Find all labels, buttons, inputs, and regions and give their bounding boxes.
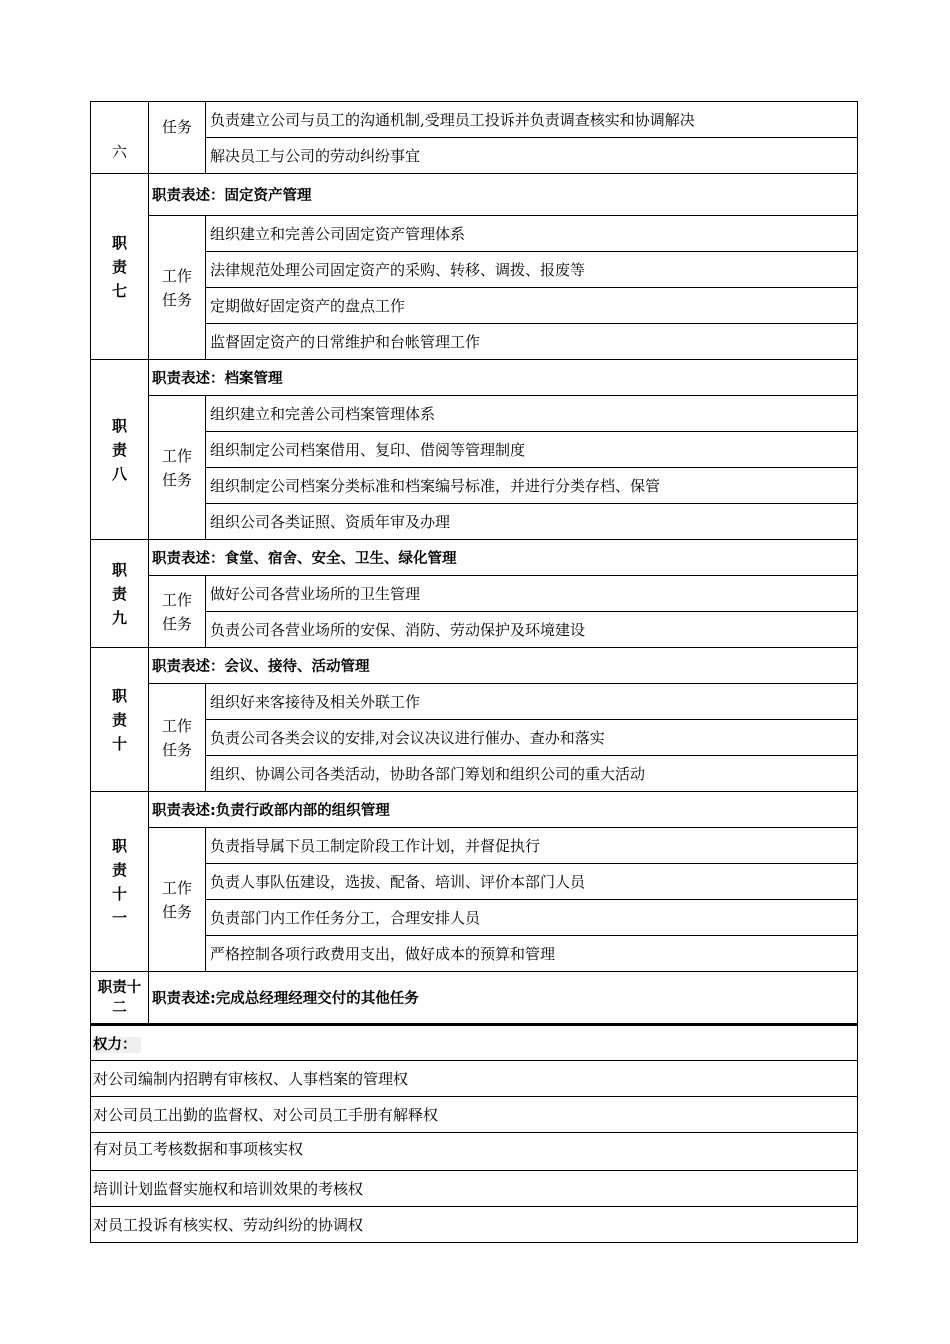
power-row [91,1171,858,1207]
duty7-task-3: 定期做好固定资产的盘点工作 [206,288,858,324]
duty11-task-2: 负责人事队伍建设，选拔、配备、培训、评价本部门人员 [206,864,858,900]
duty7-task-row [91,252,858,288]
duty10-task-row [91,720,858,756]
duty6-task-row [91,138,858,174]
duty9-task-row [91,576,858,612]
duty7-sub-label: 工作 任务 [149,216,206,360]
duty8-task-row [91,468,858,504]
duty11-label: 职 责 十 一 [91,792,149,972]
duty11-desc: 职责表述:负责行政部内部的组织管理 [149,792,858,828]
duty11-task-1: 负责指导属下员工制定阶段工作计划，并督促执行 [206,828,858,864]
duty8-task-2: 组织制定公司档案借用、复印、借阅等管理制度 [206,432,858,468]
powers-heading: 权力： [91,1025,858,1061]
power-row [91,1133,858,1171]
power-item-2: 对公司员工出勤的监督权、对公司员工手册有解释权 [91,1097,858,1133]
duty9-label: 职 责 九 [91,540,149,648]
duty7-desc-row [91,174,858,216]
duty7-task-row [91,288,858,324]
duty11-task-row [91,900,858,936]
duty10-task-2: 负责公司各类会议的安排,对会议决议进行催办、查办和落实 [206,720,858,756]
power-row [91,1061,858,1097]
duty8-task-3: 组织制定公司档案分类标准和档案编号标准，并进行分类存档、保管 [206,468,858,504]
duty10-task-row [91,756,858,792]
duty9-task-2: 负责公司各营业场所的安保、消防、劳动保护及环境建设 [206,612,858,648]
duty8-task-row [91,504,858,540]
duty7-task-row [91,216,858,252]
duty6-task-2: 解决员工与公司的劳动纠纷事宜 [206,138,858,174]
duty10-task-1: 组织好来客接待及相关外联工作 [206,684,858,720]
duty9-sub-label: 工作 任务 [149,576,206,648]
duty8-sub-label: 工作 任务 [149,396,206,540]
duty9-task-row [91,612,858,648]
duty7-task-row [91,324,858,360]
duty11-task-row [91,828,858,864]
duty10-desc: 职责表述：会议、接待、活动管理 [149,648,858,684]
powers-table [90,1024,858,1243]
power-item-5: 对员工投诉有核实权、劳动纠纷的协调权 [91,1207,858,1243]
duty7-desc: 职责表述：固定资产管理 [149,174,858,216]
duty9-desc: 职责表述：食堂、宿舍、安全、卫生、绿化管理 [149,540,858,576]
duty10-sub-label: 工作 任务 [149,684,206,792]
duty7-task-2: 法律规范处理公司固定资产的采购、转移、调拨、报废等 [206,252,858,288]
duty7-task-4: 监督固定资产的日常维护和台帐管理工作 [206,324,858,360]
duty12-row [91,972,858,1024]
duty11-desc-row [91,792,858,828]
duty8-task-4: 组织公司各类证照、资质年审及办理 [206,504,858,540]
duty8-task-row [91,432,858,468]
duty6-label: 六 [91,102,149,174]
duty10-task-row [91,684,858,720]
duty10-label: 职 责 十 [91,648,149,792]
duty8-desc: 职责表述：档案管理 [149,360,858,396]
duty6-task-1: 负责建立公司与员工的沟通机制,受理员工投诉并负责调查核实和协调解决 [206,102,858,138]
duty8-desc-row [91,360,858,396]
power-item-4: 培训计划监督实施权和培训效果的考核权 [91,1171,858,1207]
power-item-1: 对公司编制内招聘有审核权、人事档案的管理权 [91,1061,858,1097]
duty7-label: 职 责 七 [91,174,149,360]
duty11-task-row [91,936,858,972]
duty8-task-row [91,396,858,432]
power-row [91,1097,858,1133]
duty11-task-4: 严格控制各项行政费用支出，做好成本的预算和管理 [206,936,858,972]
duty7-task-1: 组织建立和完善公司固定资产管理体系 [206,216,858,252]
job-description-sheet [90,101,858,1243]
duty10-task-3: 组织、协调公司各类活动，协助各部门筹划和组织公司的重大活动 [206,756,858,792]
duty11-sub-label: 工作 任务 [149,828,206,972]
duty9-desc-row [91,540,858,576]
duty11-task-row [91,864,858,900]
duty12-label: 职责十 二 [91,972,149,1024]
duty8-label: 职 责 八 [91,360,149,540]
duty9-task-1: 做好公司各营业场所的卫生管理 [206,576,858,612]
duty11-task-3: 负责部门内工作任务分工，合理安排人员 [206,900,858,936]
powers-heading-row [91,1025,858,1061]
duty6-sub-label: 任务 [149,102,206,174]
power-item-3: 有对员工考核数据和事项核实权 [91,1133,858,1171]
duty6-task-row [91,102,858,138]
duty8-task-1: 组织建立和完善公司档案管理体系 [206,396,858,432]
duties-table [90,101,858,1024]
duty12-desc: 职责表述:完成总经理经理交付的其他任务 [149,972,858,1024]
power-row [91,1207,858,1243]
duty10-desc-row [91,648,858,684]
